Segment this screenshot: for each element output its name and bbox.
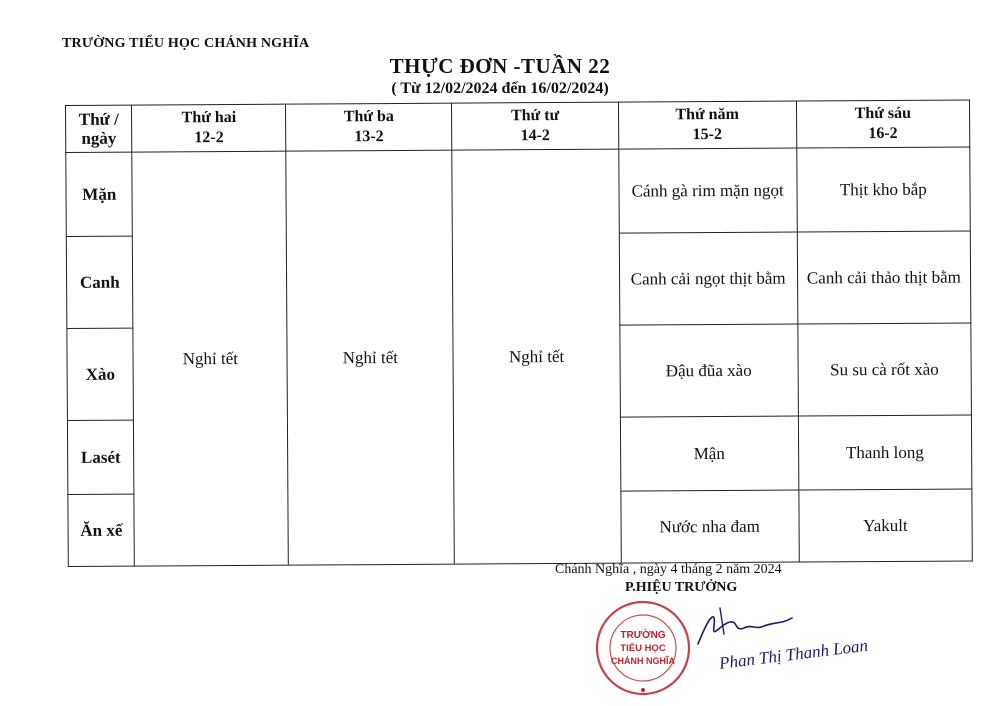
day-header-monday bbox=[132, 104, 286, 152]
holiday-text: Nghỉ tết bbox=[182, 348, 239, 368]
dish-cell bbox=[619, 324, 797, 417]
day-date: 13-2 bbox=[354, 128, 384, 146]
holiday-cell-wednesday bbox=[452, 149, 621, 564]
day-name: Thứ năm bbox=[675, 105, 739, 124]
holiday-text: Nghỉ tết bbox=[508, 346, 565, 366]
dish-cell bbox=[797, 231, 971, 324]
signer-role: P.HIỆU TRƯỞNG bbox=[625, 580, 738, 595]
day-name: Thứ ba bbox=[343, 107, 394, 126]
holiday-cell-tuesday bbox=[286, 150, 455, 565]
menu-title: THỰC ĐƠN -TUẦN 22 bbox=[389, 54, 611, 78]
dish-friday-man: Thịt kho bắp bbox=[839, 179, 927, 199]
weekly-menu-table bbox=[65, 99, 973, 567]
holiday-text: Nghỉ tết bbox=[342, 347, 399, 367]
school-seal-stamp bbox=[588, 598, 698, 698]
row-label-xao: Xào bbox=[67, 328, 134, 420]
dish-cell bbox=[798, 489, 972, 562]
dish-friday-an-xe: Yakult bbox=[863, 515, 908, 535]
row-label-canh: Canh bbox=[66, 236, 133, 328]
header-row bbox=[66, 100, 970, 153]
row-label-man: Mặn bbox=[66, 152, 133, 236]
school-name: TRƯỜNG TIỂU HỌC CHÁNH NGHĨA bbox=[62, 36, 310, 51]
dish-thursday-man: Cánh gà rim mặn ngọt bbox=[631, 180, 784, 201]
dish-thursday-xao: Đậu đũa xào bbox=[665, 360, 752, 380]
corner-header bbox=[66, 105, 133, 152]
row-label-laset: Lasét bbox=[67, 420, 134, 494]
place-date: Chánh Nghĩa , ngày 4 tháng 2 năm 2024 bbox=[555, 562, 782, 577]
day-name: Thứ tư bbox=[510, 106, 560, 125]
day-header-thursday bbox=[618, 101, 796, 149]
dish-cell bbox=[621, 490, 799, 563]
dish-cell bbox=[798, 415, 972, 490]
dish-cell bbox=[620, 416, 798, 491]
day-date: 12-2 bbox=[194, 129, 224, 147]
dish-cell bbox=[797, 323, 971, 416]
seal-line2: TIỂU HỌC bbox=[620, 643, 666, 654]
day-header-friday bbox=[796, 100, 970, 148]
corner-line2: ngày bbox=[81, 128, 117, 148]
day-name: Thứ sáu bbox=[854, 104, 912, 123]
day-header-wednesday bbox=[452, 102, 619, 150]
day-date: 14-2 bbox=[520, 127, 550, 145]
day-date: 15-2 bbox=[692, 125, 723, 144]
day-date: 16-2 bbox=[868, 124, 898, 143]
dish-thursday-canh: Canh cải ngọt thịt bằm bbox=[630, 268, 786, 289]
signer-name: Phan Thị Thanh Loan bbox=[718, 635, 869, 673]
dish-thursday-an-xe: Nước nha đam bbox=[659, 516, 760, 536]
seal-star-icon bbox=[641, 688, 645, 692]
dish-thursday-laset: Mận bbox=[693, 443, 725, 463]
table-row bbox=[66, 147, 970, 237]
holiday-cell-monday bbox=[132, 151, 288, 566]
day-header-tuesday bbox=[286, 103, 453, 151]
day-name: Thứ hai bbox=[181, 108, 237, 127]
dish-cell bbox=[619, 232, 797, 325]
seal-line1: TRƯỜNG bbox=[620, 630, 666, 641]
row-label-an-xe: Ăn xế bbox=[68, 494, 135, 566]
signature-scribble-icon bbox=[690, 604, 800, 652]
dish-friday-xao: Su su cà rốt xào bbox=[830, 359, 939, 379]
dish-friday-canh: Canh cải thảo thịt bằm bbox=[806, 267, 961, 287]
date-range: ( Từ 12/02/2024 đến 16/02/2024) bbox=[391, 80, 609, 97]
dish-friday-laset: Thanh long bbox=[845, 442, 924, 462]
dish-cell bbox=[796, 147, 970, 232]
corner-line1: Thứ / bbox=[78, 109, 119, 129]
dish-cell bbox=[618, 148, 796, 233]
seal-line3: CHÁNH NGHĨA bbox=[611, 656, 675, 666]
